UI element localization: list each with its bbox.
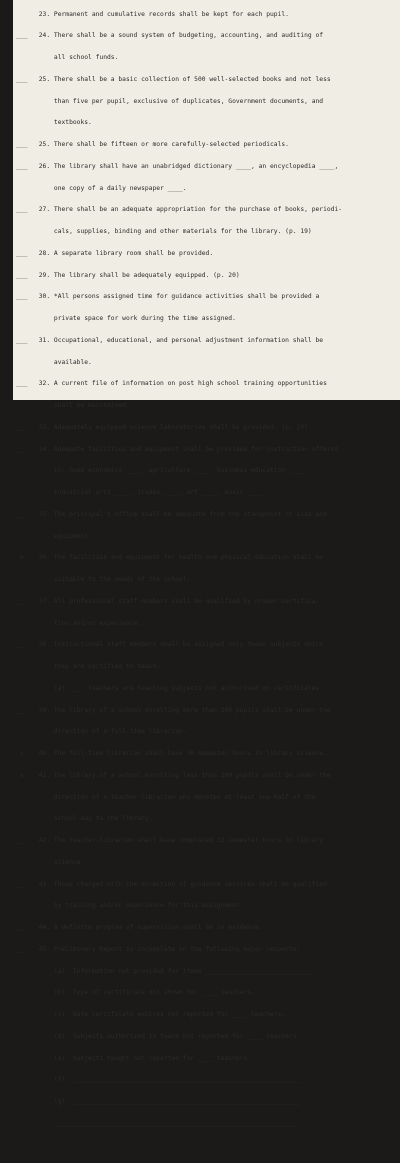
line-39: ___ 42. The teacher-librarian shall have completed 12 semester hours in library [16, 837, 324, 844]
line-33: ___ 39. The library of a school enrolling more than 200 pupils shall be under the [16, 706, 331, 714]
line-26: x 36. The facilities and equipment for health and physical education shall be [16, 554, 324, 562]
line-42: by training and/or experience for this assignment. [16, 902, 244, 910]
line-44: ___ 45. Preliminary Report is incomplete in the following major respects: [16, 945, 301, 953]
line-21: ___ 34. Adequate facilities and equipment shall be provided for instruction offered [16, 445, 339, 453]
line-12: ___ 28. A separate library room shall be provided. [16, 249, 214, 257]
line-18: ___ 32. A current file of information on post high school training opportunities [16, 380, 327, 388]
line-41: ___ 43. Those charged with the direction of guidance services shall be qualified [16, 880, 327, 888]
line-6: textbooks. [16, 119, 92, 127]
line-36: x 41. The library of a school enrolling less than 200 pupils shall be under the [16, 771, 331, 779]
line-38: school day to the library. [16, 815, 153, 823]
line-14: ___ 30. *All persons assigned time for guidance activities shall be provided a [16, 293, 320, 301]
line-53 [16, 1142, 397, 1149]
line-9: one copy of a daily newspaper ____. [16, 184, 187, 192]
line-13: ___ 29. The library shall be adequately equipped. (p. 20) [16, 271, 240, 279]
line-30: ___ 38. Instructional staff members shall be assigned only those subjects which [16, 641, 324, 649]
line-10: ___ 27. There shall be an adequate appropriation for the purchase of books, periodi- [16, 206, 343, 214]
line-43: ___ 44. A definite program of supervision shall be in evidence. [16, 924, 263, 931]
line-29: tion and/or experience. [16, 619, 142, 627]
line-17: available. [16, 358, 92, 366]
document-text [16, 0, 397, 1163]
line-15: private space for work during the time assigned. [16, 315, 236, 322]
line-27: suitable to the needs of the school. [16, 576, 191, 583]
line-11: cals, supplies, binding and other materials for the library. (p. 19) [16, 228, 312, 235]
line-32: (a) ____ teachers are teaching subjects not authorized on certificates. [16, 684, 324, 692]
line-20: ___ 33. Adequately equipped science laboratories shall be provided. (p. 20) [16, 423, 308, 431]
line-3: all school funds. [16, 54, 119, 61]
document-page [13, 0, 400, 1127]
line-24: ___ 35. The principal's office shall be adequate from the standpoint of size and [16, 510, 327, 518]
line-40: science. [16, 858, 85, 866]
line-45: (a) Information not provided for items _____________________________. [16, 967, 320, 975]
line-48: (d) Subjects authorized to teach not reported for ____ teachers. [16, 1032, 301, 1040]
line-51: (g) ____________________________________________________________ [16, 1098, 301, 1105]
line-8: ___ 26. The library shall have an unabridged dictionary ____, an encyclopedia ____, [16, 162, 339, 170]
line-50: (f) ____________________________________________________________ [16, 1076, 301, 1084]
line-47: (c) Date certificate expires not reported for ____ teachers. [16, 1011, 286, 1018]
line-7: ___ 25. There shall be fifteen or more carefully-selected periodicals. [16, 141, 289, 148]
line-4: ___ 25. There shall be a basic collection of 500 well-selected books and not less [16, 75, 331, 83]
line-19: shall be maintained. [16, 402, 130, 409]
line-37: direction of a teacher-librarian who devotes at least one-half of the [16, 793, 316, 801]
line-2: ___ 24. There shall be a sound system of budgeting, accounting, and auditing of [16, 32, 324, 40]
line-31: they are certified to teach. [16, 663, 161, 670]
line-28: ___ 37. All professional staff members shall be qualified by proper certifica- [16, 597, 320, 605]
line-52: ________________________________________________________________ [16, 1119, 297, 1127]
line-46: (b) Type of certificate not shown for ____ teachers. [16, 989, 255, 997]
line-34: direction of a full-time librarian. [16, 728, 187, 736]
line-35: x 40. The full-time librarian shall have 30 semester hours in library science. [16, 750, 327, 757]
line-1: 23. Permanent and cumulative records shall be kept for each pupil. [16, 10, 289, 18]
line-16: ___ 31. Occupational, educational, and personal adjustment information shall be [16, 336, 324, 344]
line-49: (e) Subjects taught not reported for ____ teachers. [16, 1054, 252, 1062]
line-23: industrial arts ____, trades ____, art ____, music ____. [16, 489, 267, 496]
line-5: than five per pupil, exclusive of duplicates, Government documents, and [16, 97, 324, 105]
line-22: in: home economics ____, agriculture ____, business education ____, [16, 467, 308, 475]
line-25: equipment. [16, 532, 92, 540]
